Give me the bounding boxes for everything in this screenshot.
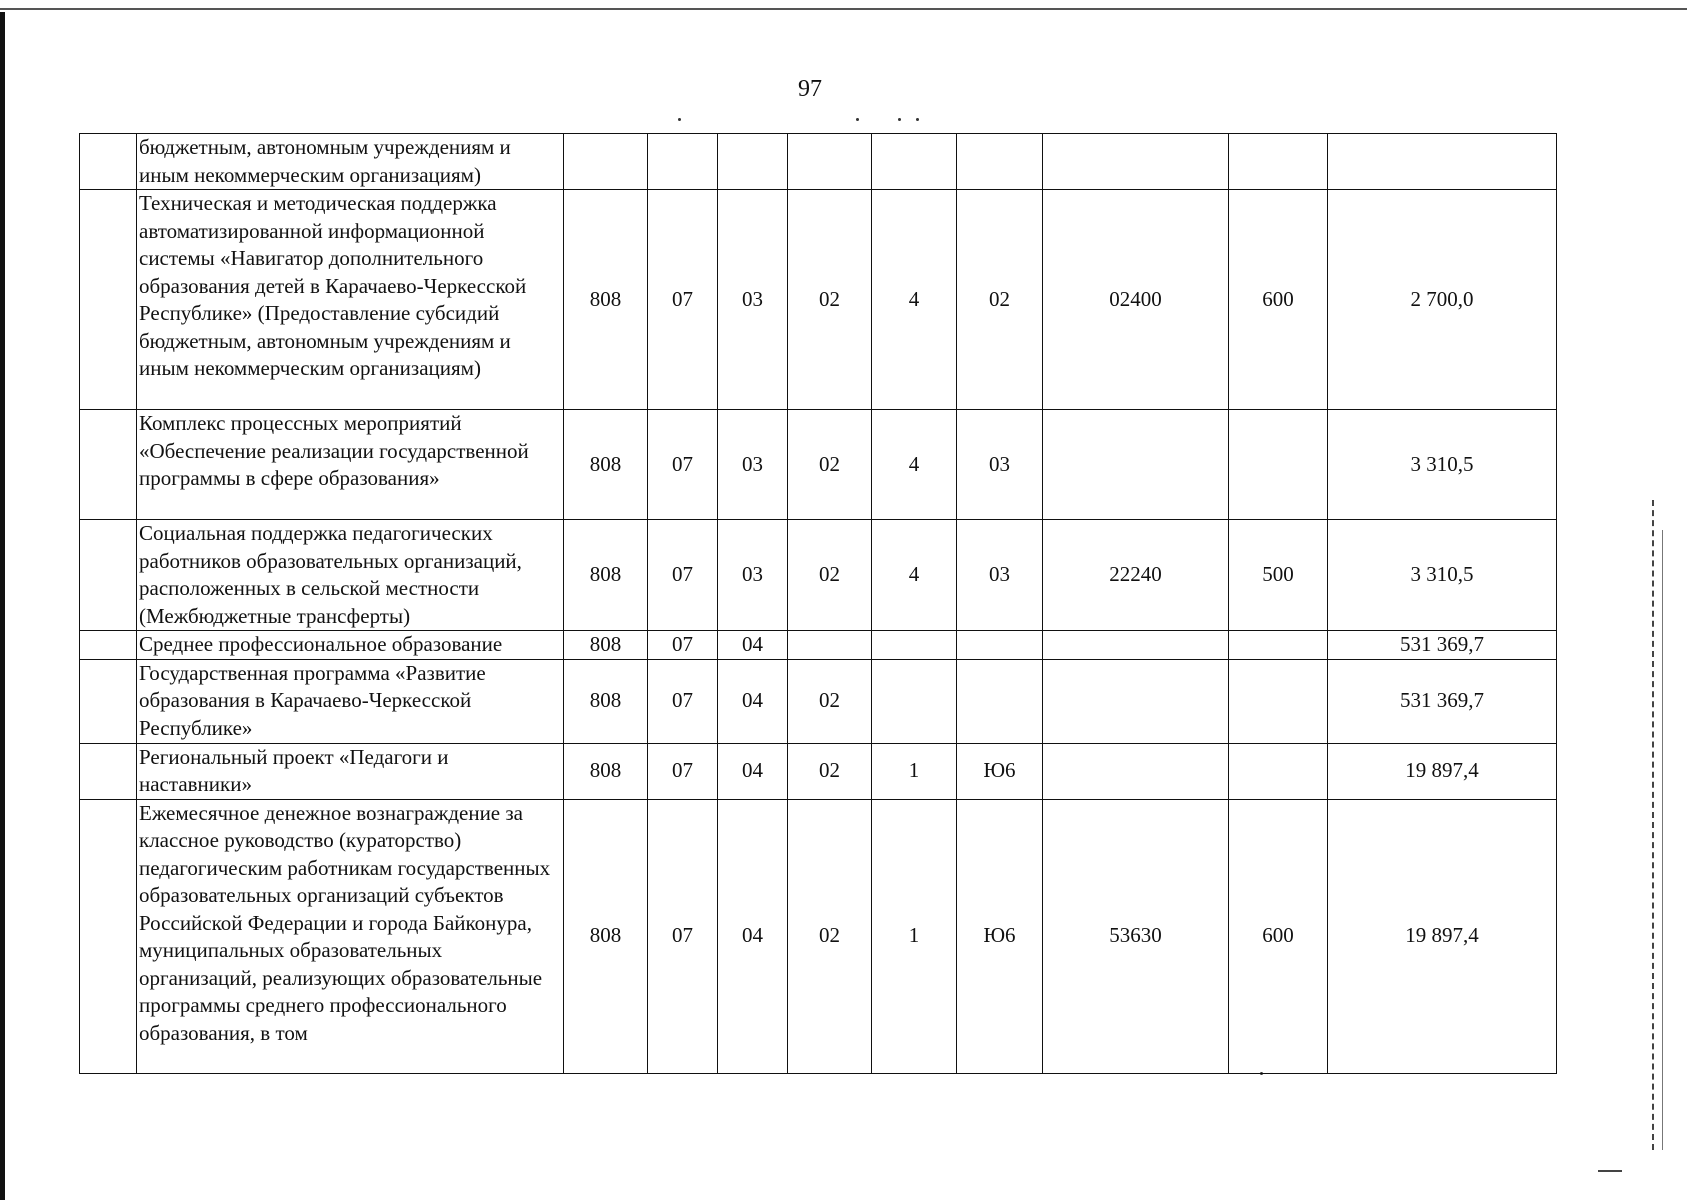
row-number-cell [80,410,137,520]
code-cell-c5 [872,659,957,743]
code-cell-c4: 02 [788,743,872,799]
amount-cell: 531 369,7 [1328,659,1557,743]
scan-artifact-dash [1598,1170,1622,1172]
code-cell-c7: 22240 [1043,520,1229,631]
code-cell-c4: 02 [788,410,872,520]
code-cell-c7 [1043,410,1229,520]
code-cell-c2: 07 [648,520,718,631]
item-name-cell: Ежемесячное денежное вознаграждение за классное руководство (кураторство) педагогическим работникам государственных образовательных организаций субъектов Российской Федерации и города Байконура, муниципальных образовательных организаций, реализующих образовательные программы среднего профессионального образования, в том [137,799,564,1073]
code-cell-c8 [1229,410,1328,520]
code-cell-c5: 1 [872,799,957,1073]
table-row [80,190,1557,410]
scan-speck [916,118,919,121]
code-cell-c8: 600 [1229,799,1328,1073]
row-number-cell [80,659,137,743]
code-cell-c5: 4 [872,190,957,410]
code-cell-c6 [957,134,1043,190]
code-cell-c8 [1229,743,1328,799]
code-cell-c1: 808 [564,190,648,410]
amount-cell: 3 310,5 [1328,520,1557,631]
code-cell-c4 [788,134,872,190]
code-cell-c7: 02400 [1043,190,1229,410]
code-cell-c2: 07 [648,743,718,799]
scan-speck [678,118,681,121]
code-cell-c7 [1043,659,1229,743]
code-cell-c2 [648,134,718,190]
code-cell-c6 [957,631,1043,660]
item-name-cell: Среднее профессиональное образование [137,631,564,660]
code-cell-c4: 02 [788,799,872,1073]
item-name-cell: бюджетным, автономным учреждениям и иным некоммерческим организациям) [137,134,564,190]
row-number-cell [80,799,137,1073]
code-cell-c3: 03 [718,190,788,410]
code-cell-c3: 04 [718,799,788,1073]
code-cell-c7: 53630 [1043,799,1229,1073]
code-cell-c6: 02 [957,190,1043,410]
code-cell-c3: 04 [718,743,788,799]
item-name-cell: Комплекс процессных мероприятий «Обеспечение реализации государственной программы в сфере образования» [137,410,564,520]
code-cell-c6: 03 [957,520,1043,631]
item-name-cell: Социальная поддержка педагогических работников образовательных организаций, расположенных в сельской местности (Межбюджетные трансферты) [137,520,564,631]
row-number-cell [80,134,137,190]
scan-artifact-right [1652,500,1656,1150]
amount-cell: 531 369,7 [1328,631,1557,660]
row-number-cell [80,743,137,799]
table-row [80,134,1557,190]
code-cell-c5 [872,631,957,660]
item-name-cell: Региональный проект «Педагоги и наставники» [137,743,564,799]
table-row [80,520,1557,631]
code-cell-c7 [1043,743,1229,799]
code-cell-c1: 808 [564,659,648,743]
table-row [80,410,1557,520]
table-row [80,799,1557,1073]
code-cell-c5 [872,134,957,190]
code-cell-c2: 07 [648,631,718,660]
amount-cell: 3 310,5 [1328,410,1557,520]
scan-edge-left [0,12,5,1200]
code-cell-c2: 07 [648,659,718,743]
code-cell-c7 [1043,631,1229,660]
code-cell-c3: 04 [718,659,788,743]
scan-speck [898,118,901,121]
table-row [80,743,1557,799]
code-cell-c1: 808 [564,410,648,520]
scan-speck [856,118,859,121]
row-number-cell [80,190,137,410]
amount-cell: 19 897,4 [1328,799,1557,1073]
item-name-cell: Государственная программа «Развитие образования в Карачаево-Черкесской Республике» [137,659,564,743]
code-cell-c3: 03 [718,520,788,631]
code-cell-c5: 4 [872,410,957,520]
table-row [80,631,1557,660]
row-number-cell [80,631,137,660]
code-cell-c3 [718,134,788,190]
code-cell-c6: Ю6 [957,743,1043,799]
code-cell-c2: 07 [648,799,718,1073]
code-cell-c3: 03 [718,410,788,520]
code-cell-c6: Ю6 [957,799,1043,1073]
page-number: 97 [798,76,822,102]
code-cell-c8 [1229,631,1328,660]
code-cell-c4: 02 [788,659,872,743]
code-cell-c5: 1 [872,743,957,799]
item-name-cell: Техническая и методическая поддержка автоматизированной информационной системы «Навигатор дополнительного образования детей в Карачаево-Черкесской Республике» (Предоставление субсидий бюджетным, автономным учреждениям и иным некоммерческим организациям) [137,190,564,410]
code-cell-c6 [957,659,1043,743]
code-cell-c2: 07 [648,190,718,410]
amount-cell: 2 700,0 [1328,190,1557,410]
code-cell-c1: 808 [564,631,648,660]
code-cell-c1: 808 [564,799,648,1073]
code-cell-c1: 808 [564,743,648,799]
code-cell-c4 [788,631,872,660]
code-cell-c8 [1229,134,1328,190]
code-cell-c7 [1043,134,1229,190]
code-cell-c8 [1229,659,1328,743]
code-cell-c4: 02 [788,190,872,410]
scan-artifact-right-line [1662,530,1663,1150]
code-cell-c8: 500 [1229,520,1328,631]
code-cell-c3: 04 [718,631,788,660]
code-cell-c6: 03 [957,410,1043,520]
table-row [80,659,1557,743]
amount-cell [1328,134,1557,190]
row-number-cell [80,520,137,631]
table-body [80,134,1557,1074]
scan-edge-top [0,8,1687,10]
code-cell-c1 [564,134,648,190]
code-cell-c5: 4 [872,520,957,631]
amount-cell: 19 897,4 [1328,743,1557,799]
code-cell-c4: 02 [788,520,872,631]
code-cell-c1: 808 [564,520,648,631]
budget-table [79,133,1557,1074]
code-cell-c2: 07 [648,410,718,520]
code-cell-c8: 600 [1229,190,1328,410]
